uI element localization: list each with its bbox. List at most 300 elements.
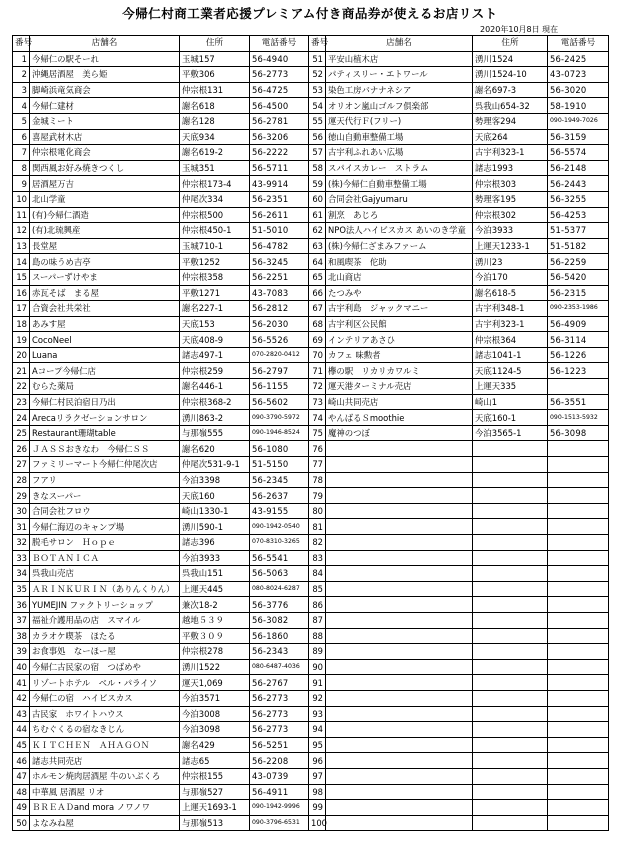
store-address: 仲宗根173-4: [180, 176, 250, 192]
store-address: 勢理客294: [473, 113, 548, 129]
store-address: 謝名446-1: [180, 379, 250, 395]
table-row: [13, 176, 609, 192]
store-number: 80: [309, 503, 326, 519]
table-row: [13, 394, 609, 410]
store-address: [473, 753, 548, 769]
table-row: [13, 347, 609, 363]
store-name: 呉我山売店: [30, 566, 180, 582]
store-phone: 56-2222: [250, 145, 309, 161]
store-number: 61: [309, 207, 326, 223]
table-row: [13, 800, 609, 816]
store-number: 49: [13, 800, 30, 816]
store-phone: 56-2812: [250, 301, 309, 317]
store-number: 47: [13, 768, 30, 784]
store-name: [326, 644, 473, 660]
store-phone: 56-2637: [250, 488, 309, 504]
store-name: フアリ: [30, 472, 180, 488]
store-number: 34: [13, 566, 30, 582]
store-name: 居酒屋万吉: [30, 176, 180, 192]
store-address: 平敷1252: [180, 254, 250, 270]
store-number: 93: [309, 706, 326, 722]
store-address: 謝名429: [180, 737, 250, 753]
store-name: 喜屋武材木店: [30, 129, 180, 145]
store-number: 38: [13, 628, 30, 644]
store-address: 湧川1524-10: [473, 67, 548, 83]
store-address: 崎山1330-1: [180, 503, 250, 519]
store-phone: [548, 768, 609, 784]
store-name: [326, 706, 473, 722]
table-row: [13, 722, 609, 738]
as-of-date: 2020年10月8日 現在: [480, 25, 559, 34]
store-number: 82: [309, 535, 326, 551]
store-address: [473, 612, 548, 628]
store-address: [473, 722, 548, 738]
store-phone: 090-2353-1986: [548, 301, 609, 317]
store-phone: 51-5010: [250, 223, 309, 239]
store-list-table: [12, 35, 609, 831]
store-phone: 56-4725: [250, 82, 309, 98]
store-number: 53: [309, 82, 326, 98]
store-phone: 56-2773: [250, 722, 309, 738]
store-address: 今泊3571: [180, 690, 250, 706]
store-phone: 56-3551: [548, 394, 609, 410]
store-phone: [548, 535, 609, 551]
store-number: 27: [13, 457, 30, 473]
store-number: 84: [309, 566, 326, 582]
store-address: 仲宗根303: [473, 176, 548, 192]
store-number: 33: [13, 550, 30, 566]
store-name: [326, 675, 473, 691]
store-number: 25: [13, 425, 30, 441]
header-number: 番号: [13, 36, 30, 52]
store-phone: 090-3790-5972: [250, 410, 309, 426]
store-phone: 56-4253: [548, 207, 609, 223]
store-number: 36: [13, 597, 30, 613]
store-phone: 56-4782: [250, 238, 309, 254]
store-phone: 43-9155: [250, 503, 309, 519]
store-name: [326, 628, 473, 644]
store-number: 39: [13, 644, 30, 660]
store-phone: 56-2148: [548, 160, 609, 176]
store-phone: 56-2797: [250, 363, 309, 379]
header-address: 住所: [473, 36, 548, 52]
table-row: [13, 566, 609, 582]
store-number: 9: [13, 176, 30, 192]
store-address: [473, 768, 548, 784]
store-number: 42: [13, 690, 30, 706]
store-number: 63: [309, 238, 326, 254]
store-phone: 56-3114: [548, 332, 609, 348]
store-address: 天底264: [473, 129, 548, 145]
store-phone: 56-1226: [548, 347, 609, 363]
store-number: 62: [309, 223, 326, 239]
store-address: [473, 628, 548, 644]
store-address: 天底160-1: [473, 410, 548, 426]
store-number: 57: [309, 145, 326, 161]
store-phone: 090-1942-0540: [250, 519, 309, 535]
store-address: 謝名697-3: [473, 82, 548, 98]
table-row: [13, 675, 609, 691]
table-row: [13, 160, 609, 176]
store-name: (株)今帰仁ざまみファーム: [326, 238, 473, 254]
store-phone: [548, 581, 609, 597]
store-name: [326, 800, 473, 816]
store-name: 北山学童: [30, 191, 180, 207]
store-phone: 56-3020: [548, 82, 609, 98]
store-address: 湧川590-1: [180, 519, 250, 535]
table-row: [13, 535, 609, 551]
store-address: 与那嶺555: [180, 425, 250, 441]
store-number: 18: [13, 316, 30, 332]
store-number: 29: [13, 488, 30, 504]
store-name: 徳山自動車整備工場: [326, 129, 473, 145]
store-address: 仲宗根278: [180, 644, 250, 660]
store-address: 天底160: [180, 488, 250, 504]
store-phone: 56-5541: [250, 550, 309, 566]
store-number: 78: [309, 472, 326, 488]
store-address: 崎山1: [473, 394, 548, 410]
store-number: 52: [309, 67, 326, 83]
header-address: 住所: [180, 36, 250, 52]
store-phone: 56-2259: [548, 254, 609, 270]
store-phone: [548, 706, 609, 722]
store-name: 諸志共同売店: [30, 753, 180, 769]
table-row: [13, 690, 609, 706]
store-phone: 56-2251: [250, 269, 309, 285]
store-number: 94: [309, 722, 326, 738]
store-name: カフェ 味勲者: [326, 347, 473, 363]
store-name: [326, 441, 473, 457]
store-name: ＡＲＩＮＫＵＲＩＮ（ありんくりん）: [30, 581, 180, 597]
store-phone: 56-3255: [548, 191, 609, 207]
table-row: [13, 425, 609, 441]
table-row: [13, 129, 609, 145]
store-name: [326, 488, 473, 504]
store-phone: 56-5420: [548, 269, 609, 285]
store-name: ＫＩＴＣＨＥＮ ＡＨＡＧＯＮ: [30, 737, 180, 753]
store-address: 謝名128: [180, 113, 250, 129]
store-number: 24: [13, 410, 30, 426]
store-number: 75: [309, 425, 326, 441]
store-address: 諸志396: [180, 535, 250, 551]
store-name: [326, 753, 473, 769]
store-phone: 56-2030: [250, 316, 309, 332]
store-phone: 56-2208: [250, 753, 309, 769]
store-name: NPO法人ハイビスカス あいのき学童: [326, 223, 473, 239]
store-address: 仲宗根368-2: [180, 394, 250, 410]
store-address: [473, 472, 548, 488]
store-number: 60: [309, 191, 326, 207]
store-name: CocoNeel: [30, 332, 180, 348]
store-address: 仲宗根302: [473, 207, 548, 223]
store-phone: 56-2345: [250, 472, 309, 488]
table-row: [13, 753, 609, 769]
table-row: [13, 269, 609, 285]
store-phone: 51-5150: [250, 457, 309, 473]
store-number: 88: [309, 628, 326, 644]
table-row: [13, 332, 609, 348]
store-name: [326, 519, 473, 535]
table-row: [13, 379, 609, 395]
table-row: [13, 301, 609, 317]
store-address: 仲宗根500: [180, 207, 250, 223]
store-phone: 43-9914: [250, 176, 309, 192]
store-phone: 070-8310-3265: [250, 535, 309, 551]
store-phone: 56-2773: [250, 67, 309, 83]
header-number: 番号: [309, 36, 326, 52]
store-address: [473, 457, 548, 473]
store-name: 今帰仁村民泊宿日乃出: [30, 394, 180, 410]
store-phone: 56-2351: [250, 191, 309, 207]
store-number: 40: [13, 659, 30, 675]
store-name: 古宇利区公民館: [326, 316, 473, 332]
store-phone: [548, 550, 609, 566]
store-number: 65: [309, 269, 326, 285]
store-phone: 080-6487-4036: [250, 659, 309, 675]
store-number: 81: [309, 519, 326, 535]
store-address: 古宇利323-1: [473, 316, 548, 332]
store-number: 5: [13, 113, 30, 129]
store-address: 謝名227-1: [180, 301, 250, 317]
table-row: [13, 659, 609, 675]
store-phone: 56-5602: [250, 394, 309, 410]
store-name: スパイスカレー ストラム: [326, 160, 473, 176]
store-address: [473, 581, 548, 597]
store-name: スーパーずけやま: [30, 269, 180, 285]
store-address: 天底1124-5: [473, 363, 548, 379]
table-row: [13, 254, 609, 270]
store-phone: [548, 628, 609, 644]
store-phone: [548, 659, 609, 675]
store-address: [473, 784, 548, 800]
store-number: 76: [309, 441, 326, 457]
store-address: 謝名618: [180, 98, 250, 114]
store-number: 28: [13, 472, 30, 488]
table-row: [13, 472, 609, 488]
store-address: [473, 675, 548, 691]
table-row: [13, 644, 609, 660]
store-phone: 080-8024-6287: [250, 581, 309, 597]
store-address: 仲宗根131: [180, 82, 250, 98]
store-number: 59: [309, 176, 326, 192]
store-name: Aコープ今帰仁店: [30, 363, 180, 379]
table-row: [13, 285, 609, 301]
store-address: 上運天1693-1: [180, 800, 250, 816]
store-address: [473, 815, 548, 831]
store-name: 金城ミート: [30, 113, 180, 129]
store-number: 98: [309, 784, 326, 800]
store-name: 古宇利ふれあい広場: [326, 145, 473, 161]
store-name: Luana: [30, 347, 180, 363]
store-name: [326, 784, 473, 800]
store-number: 17: [13, 301, 30, 317]
store-number: 43: [13, 706, 30, 722]
table-row: [13, 784, 609, 800]
store-phone: 090-1513-5932: [548, 410, 609, 426]
store-name: むらた薬局: [30, 379, 180, 395]
store-number: 37: [13, 612, 30, 628]
store-address: 平敷1271: [180, 285, 250, 301]
store-address: 与那嶺527: [180, 784, 250, 800]
store-address: 今泊3098: [180, 722, 250, 738]
table-row: [13, 597, 609, 613]
table-row: [13, 191, 609, 207]
store-phone: [548, 488, 609, 504]
store-number: 68: [309, 316, 326, 332]
store-address: 玉城710-1: [180, 238, 250, 254]
store-phone: 56-2425: [548, 51, 609, 67]
store-name: ちむぐくるの宿なきじん: [30, 722, 180, 738]
store-number: 23: [13, 394, 30, 410]
store-number: 64: [309, 254, 326, 270]
table-row: [13, 768, 609, 784]
store-number: 67: [309, 301, 326, 317]
store-number: 50: [13, 815, 30, 831]
store-name: 運天代行Ｆ(フリー): [326, 113, 473, 129]
store-address: [473, 659, 548, 675]
store-number: 69: [309, 332, 326, 348]
store-phone: 56-4911: [250, 784, 309, 800]
store-address: 今泊3565-1: [473, 425, 548, 441]
store-number: 15: [13, 269, 30, 285]
store-name: 長堂屋: [30, 238, 180, 254]
store-phone: 56-4940: [250, 51, 309, 67]
store-name: (有)北琉興産: [30, 223, 180, 239]
store-address: 天底934: [180, 129, 250, 145]
store-name: Arecaリラクゼーションサロン: [30, 410, 180, 426]
store-address: 今泊3933: [180, 550, 250, 566]
store-number: 87: [309, 612, 326, 628]
store-name: [326, 566, 473, 582]
store-phone: 090-1946-8524: [250, 425, 309, 441]
store-name: 平安山植木店: [326, 51, 473, 67]
store-phone: 56-1860: [250, 628, 309, 644]
store-number: 20: [13, 347, 30, 363]
store-address: [473, 550, 548, 566]
store-number: 26: [13, 441, 30, 457]
table-row: [13, 581, 609, 597]
store-phone: 56-5711: [250, 160, 309, 176]
table-row: [13, 628, 609, 644]
store-phone: 090-1942-9996: [250, 800, 309, 816]
table-row: [13, 51, 609, 67]
table-row: [13, 223, 609, 239]
store-name: 中華風 居酒屋 リオ: [30, 784, 180, 800]
store-name: 赤瓦そば まる屋: [30, 285, 180, 301]
store-phone: 56-3159: [548, 129, 609, 145]
store-name: [326, 690, 473, 706]
store-number: 91: [309, 675, 326, 691]
store-phone: 56-2781: [250, 113, 309, 129]
store-address: 玉城157: [180, 51, 250, 67]
store-name: 欅の駅 リカリカワルミ: [326, 363, 473, 379]
store-phone: 56-5251: [250, 737, 309, 753]
store-number: 7: [13, 145, 30, 161]
store-phone: [548, 815, 609, 831]
store-number: 92: [309, 690, 326, 706]
store-phone: 56-2611: [250, 207, 309, 223]
store-address: 古宇利323-1: [473, 145, 548, 161]
store-number: 70: [309, 347, 326, 363]
store-number: 71: [309, 363, 326, 379]
store-name: 合同会社Gajyumaru: [326, 191, 473, 207]
store-address: 仲尾次334: [180, 191, 250, 207]
store-name: [326, 581, 473, 597]
store-phone: [548, 379, 609, 395]
store-phone: 56-1223: [548, 363, 609, 379]
store-name: 脱毛サロン Ｈｏｐｅ: [30, 535, 180, 551]
store-phone: 51-5377: [548, 223, 609, 239]
store-address: 今泊170: [473, 269, 548, 285]
store-phone: [548, 457, 609, 473]
table-row: [13, 316, 609, 332]
store-phone: 56-3245: [250, 254, 309, 270]
store-phone: 56-3206: [250, 129, 309, 145]
store-name: 合同会社フロウ: [30, 503, 180, 519]
store-phone: 56-5063: [250, 566, 309, 582]
store-phone: 43-0739: [250, 768, 309, 784]
store-name: 関西風お好み焼きつくし: [30, 160, 180, 176]
store-number: 100: [309, 815, 326, 831]
store-phone: 56-3776: [250, 597, 309, 613]
store-number: 12: [13, 223, 30, 239]
store-number: 55: [309, 113, 326, 129]
store-phone: 56-5526: [250, 332, 309, 348]
store-name: [326, 722, 473, 738]
store-phone: 56-2315: [548, 285, 609, 301]
store-phone: [548, 722, 609, 738]
table-row: [13, 98, 609, 114]
store-address: [473, 441, 548, 457]
store-address: 兼次18-2: [180, 597, 250, 613]
table-row: [13, 503, 609, 519]
store-address: 上運天335: [473, 379, 548, 395]
store-phone: [548, 519, 609, 535]
store-name: カラオケ喫茶 ほたる: [30, 628, 180, 644]
store-phone: [548, 612, 609, 628]
store-name: パティスリー・エトワール: [326, 67, 473, 83]
store-phone: 070-2820-0412: [250, 347, 309, 363]
store-name: 仲宗根電化商会: [30, 145, 180, 161]
store-address: [473, 535, 548, 551]
store-phone: [548, 737, 609, 753]
store-number: 51: [309, 51, 326, 67]
store-address: 諸志65: [180, 753, 250, 769]
store-phone: [548, 753, 609, 769]
store-number: 86: [309, 597, 326, 613]
store-address: 天底153: [180, 316, 250, 332]
store-phone: [548, 644, 609, 660]
store-name: 今帰仁の宿 ハイビスカス: [30, 690, 180, 706]
store-name: [326, 612, 473, 628]
store-address: [473, 503, 548, 519]
store-number: 46: [13, 753, 30, 769]
store-name: たつみや: [326, 285, 473, 301]
store-name: 魔神のつぼ: [326, 425, 473, 441]
table-row: [13, 145, 609, 161]
store-phone: [548, 503, 609, 519]
store-name: ＢＲＥＡＤand mora ノワノワ: [30, 800, 180, 816]
store-phone: 56-4909: [548, 316, 609, 332]
store-address: 謝名618-5: [473, 285, 548, 301]
store-name: 運天港ターミナル売店: [326, 379, 473, 395]
store-number: 8: [13, 160, 30, 176]
table-row: [13, 238, 609, 254]
store-name: [326, 535, 473, 551]
store-number: 2: [13, 67, 30, 83]
store-phone: 56-2767: [250, 675, 309, 691]
store-name: 和風喫茶 佗助: [326, 254, 473, 270]
